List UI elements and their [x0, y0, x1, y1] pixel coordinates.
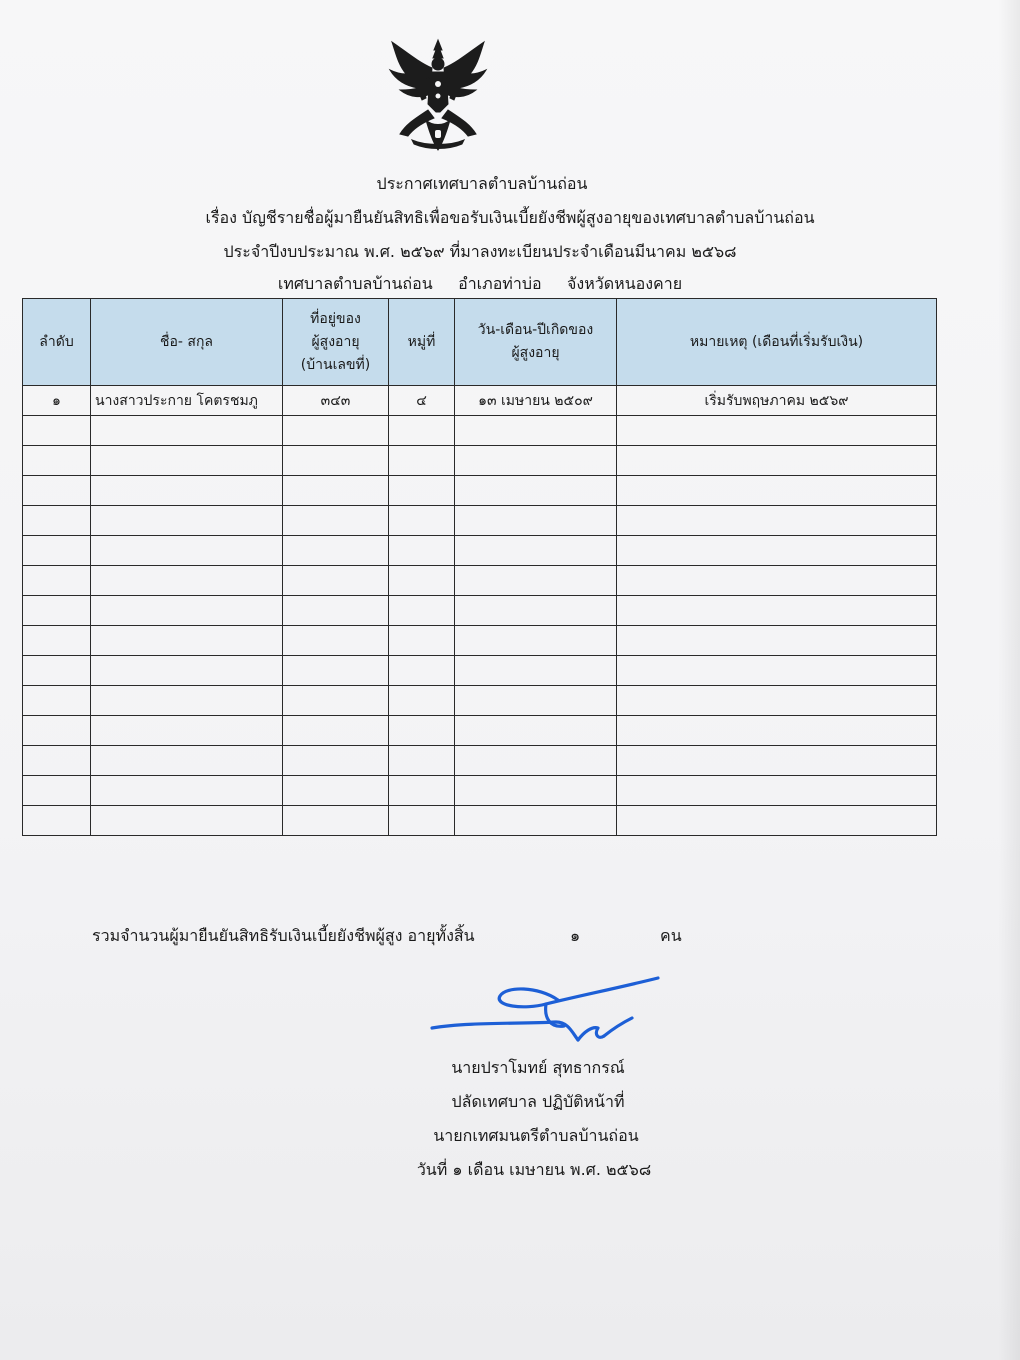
cell-village	[389, 806, 455, 836]
cell-dob	[455, 656, 617, 686]
table-row-empty	[23, 566, 937, 596]
table-row-empty	[23, 476, 937, 506]
cell-village	[389, 476, 455, 506]
cell-name	[91, 716, 283, 746]
signatory-acting-title: นายกเทศมนตรีตำบลบ้านถ่อน	[433, 1126, 639, 1145]
cell-dob	[455, 476, 617, 506]
paper-edge-shadow	[998, 0, 1020, 1360]
cell-village	[389, 686, 455, 716]
cell-village	[389, 416, 455, 446]
cell-remark	[617, 656, 937, 686]
announcement-title: ประกาศเทศบาลตำบลบ้านถ่อน	[376, 174, 588, 193]
header-dob	[455, 299, 617, 386]
cell-remark	[617, 596, 937, 626]
summary-unit: คน	[660, 926, 682, 945]
cell-dob: ๑๓ เมษายน ๒๕๐๙	[455, 386, 617, 416]
cell-dob	[455, 626, 617, 656]
table-row-empty	[23, 536, 937, 566]
announcement-subject: เรื่อง บัญชีรายชื่อผู้มายืนยันสิทธิเพื่อขอรับเงินเบี้ยยังชีพผู้สูงอายุของเทศบาลตำบลบ้านถ่อน	[205, 208, 815, 227]
cell-address	[283, 476, 389, 506]
summary-count: ๑	[570, 926, 581, 945]
cell-village	[389, 716, 455, 746]
header-village: หมู่ที่	[389, 299, 455, 386]
cell-name: นางสาวประกาย โคตรชมภู	[91, 386, 283, 416]
province-name: จังหวัดหนองคาย	[567, 274, 683, 293]
cell-name	[91, 776, 283, 806]
cell-address	[283, 686, 389, 716]
district-name: อำเภอท่าบ่อ	[458, 274, 542, 293]
cell-address	[283, 446, 389, 476]
cell-address	[283, 746, 389, 776]
cell-order	[23, 596, 91, 626]
cell-village	[389, 656, 455, 686]
cell-name	[91, 686, 283, 716]
table-row-empty	[23, 686, 937, 716]
cell-name	[91, 416, 283, 446]
cell-address	[283, 626, 389, 656]
cell-remark	[617, 446, 937, 476]
signatory-name: นายปราโมทย์ สุทธากรณ์	[451, 1058, 625, 1077]
table-row-empty	[23, 446, 937, 476]
cell-village	[389, 746, 455, 776]
cell-order	[23, 716, 91, 746]
cell-remark: เริ่มรับพฤษภาคม ๒๕๖๙	[617, 386, 937, 416]
header-order: ลำดับ	[23, 299, 91, 386]
table-header-row	[23, 299, 937, 386]
header-dob-line2: ผู้สูงอายุ	[511, 345, 560, 361]
cell-address	[283, 416, 389, 446]
cell-village	[389, 536, 455, 566]
cell-village	[389, 566, 455, 596]
cell-remark	[617, 416, 937, 446]
header-remark: หมายเหตุ (เดือนที่เริ่มรับเงิน)	[617, 299, 937, 386]
table-row-empty	[23, 626, 937, 656]
cell-village: ๔	[389, 386, 455, 416]
header-address-line2: ผู้สูงอายุ	[311, 333, 360, 350]
cell-village	[389, 596, 455, 626]
cell-address	[283, 776, 389, 806]
cell-name	[91, 506, 283, 536]
cell-order	[23, 536, 91, 566]
cell-address	[283, 716, 389, 746]
cell-name	[91, 626, 283, 656]
cell-remark	[617, 746, 937, 776]
cell-address	[283, 536, 389, 566]
cell-village	[389, 776, 455, 806]
summary-label: รวมจำนวนผู้มายืนยันสิทธิรับเงินเบี้ยยังชีพผู้สูง อายุทั้งสิ้น	[92, 926, 475, 945]
cell-remark	[617, 686, 937, 716]
cell-dob	[455, 506, 617, 536]
table-row-empty	[23, 716, 937, 746]
cell-dob	[455, 596, 617, 626]
cell-remark	[617, 716, 937, 746]
cell-village	[389, 446, 455, 476]
cell-remark	[617, 566, 937, 596]
header-dob-line1: วัน-เดือน-ปีเกิดของ	[477, 322, 594, 338]
table-row-empty	[23, 776, 937, 806]
cell-dob	[455, 806, 617, 836]
cell-order	[23, 806, 91, 836]
header-address-line3: (บ้านเลขที่)	[300, 356, 371, 373]
table-row-empty	[23, 596, 937, 626]
cell-dob	[455, 686, 617, 716]
table-row-empty	[23, 506, 937, 536]
cell-order	[23, 686, 91, 716]
cell-address	[283, 506, 389, 536]
cell-name	[91, 476, 283, 506]
cell-order	[23, 506, 91, 536]
header-address-line1: ที่อยู่ของ	[310, 310, 361, 327]
cell-remark	[617, 476, 937, 506]
cell-name	[91, 536, 283, 566]
cell-address	[283, 596, 389, 626]
cell-name	[91, 656, 283, 686]
cell-name	[91, 806, 283, 836]
garuda-emblem	[382, 34, 494, 154]
cell-dob	[455, 776, 617, 806]
cell-dob	[455, 566, 617, 596]
cell-dob	[455, 536, 617, 566]
cell-village	[389, 626, 455, 656]
cell-remark	[617, 536, 937, 566]
cell-order	[23, 416, 91, 446]
cell-order	[23, 566, 91, 596]
table-row	[23, 386, 937, 416]
table-row-empty	[23, 746, 937, 776]
cell-order	[23, 446, 91, 476]
table-row-empty	[23, 416, 937, 446]
cell-dob	[455, 746, 617, 776]
cell-address	[283, 566, 389, 596]
cell-name	[91, 446, 283, 476]
cell-address: ๓๔๓	[283, 386, 389, 416]
announcement-location	[0, 272, 990, 297]
cell-address	[283, 656, 389, 686]
announcement-period: ประจำปีงบประมาณ พ.ศ. ๒๕๖๙ ที่มาลงทะเบียนประจำเดือนมีนาคม ๒๕๖๘	[223, 242, 737, 261]
cell-order: ๑	[23, 386, 91, 416]
cell-order	[23, 656, 91, 686]
cell-name	[91, 596, 283, 626]
cell-remark	[617, 626, 937, 656]
table-body	[23, 386, 937, 836]
org-name: เทศบาลตำบลบ้านถ่อน	[277, 274, 433, 293]
cell-order	[23, 746, 91, 776]
header-name: ชื่อ- สกุล	[91, 299, 283, 386]
table-row-empty	[23, 656, 937, 686]
cell-order	[23, 776, 91, 806]
cell-remark	[617, 776, 937, 806]
signatory-position: ปลัดเทศบาล ปฏิบัติหน้าที่	[451, 1092, 625, 1111]
cell-order	[23, 626, 91, 656]
cell-name	[91, 566, 283, 596]
handwritten-signature	[428, 970, 668, 1062]
cell-dob	[455, 716, 617, 746]
cell-dob	[455, 446, 617, 476]
cell-address	[283, 806, 389, 836]
header-address	[283, 299, 389, 386]
registration-table	[22, 298, 937, 836]
cell-order	[23, 476, 91, 506]
cell-remark	[617, 506, 937, 536]
table-row-empty	[23, 806, 937, 836]
document-date: วันที่ ๑ เดือน เมษายน พ.ศ. ๒๕๖๘	[416, 1160, 652, 1179]
cell-dob	[455, 416, 617, 446]
cell-village	[389, 506, 455, 536]
cell-name	[91, 746, 283, 776]
cell-remark	[617, 806, 937, 836]
